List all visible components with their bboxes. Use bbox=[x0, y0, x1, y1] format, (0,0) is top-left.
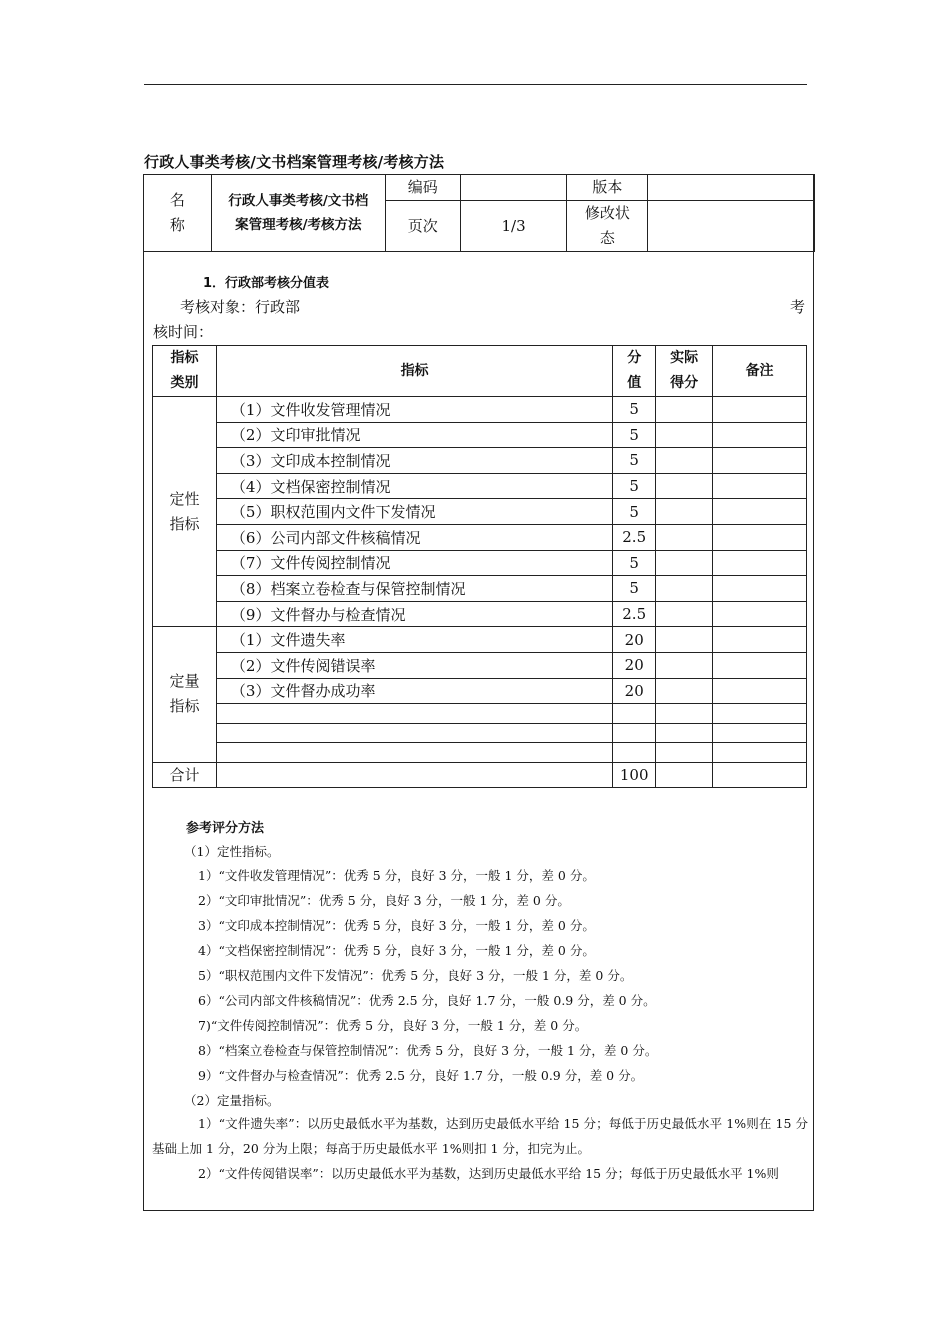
empty-cell bbox=[613, 723, 656, 743]
qual-method-item: 3）“文印成本控制情况”：优秀 5 分，良好 3 分，一般 1 分，差 0 分。 bbox=[198, 918, 595, 933]
indicator-cell: （6）公司内部文件核稿情况 bbox=[216, 524, 612, 550]
actual-score-cell bbox=[656, 652, 713, 678]
qual-method-item: 9）“文件督办与检查情况”：优秀 2.5 分，良好 1.7 分，一般 0.9 分，差 0 分。 bbox=[198, 1068, 644, 1083]
empty-cell bbox=[216, 743, 612, 763]
total-row bbox=[153, 762, 807, 788]
header-info-table bbox=[143, 174, 815, 252]
qual-heading: （1）定性指标。 bbox=[184, 844, 280, 859]
indicator-cell: （2）文件传阅错误率 bbox=[216, 652, 612, 678]
name-value: 行政人事类考核/文书档案管理考核/考核方法 bbox=[228, 193, 369, 233]
empty-cell bbox=[656, 743, 713, 763]
actual-score-cell bbox=[656, 627, 713, 653]
qual-method-item: 2）“文印审批情况”：优秀 5 分，良好 3 分，一般 1 分，差 0 分。 bbox=[198, 893, 570, 908]
actual-score-cell bbox=[656, 601, 713, 627]
qual-method-item: 4）“文档保密控制情况”：优秀 5 分，良好 3 分，一般 1 分，差 0 分。 bbox=[198, 943, 595, 958]
actual-score-cell bbox=[656, 678, 713, 704]
remark-cell bbox=[713, 576, 807, 602]
col-header-category: 指标类别 bbox=[153, 346, 217, 397]
remark-cell bbox=[713, 601, 807, 627]
empty-cell bbox=[713, 704, 807, 724]
table-row bbox=[153, 601, 807, 627]
total-actual bbox=[656, 762, 713, 788]
version-label: 版本 bbox=[567, 175, 648, 201]
qual-method-item: 7)“文件传阅控制情况”：优秀 5 分，良好 3 分，一般 1 分，差 0 分。 bbox=[198, 1018, 588, 1033]
col-header-score: 分值 bbox=[613, 346, 656, 397]
actual-score-cell bbox=[656, 397, 713, 423]
remark-cell bbox=[713, 627, 807, 653]
actual-score-cell bbox=[656, 422, 713, 448]
empty-cell bbox=[216, 704, 612, 724]
total-score: 100 bbox=[613, 762, 656, 788]
table-row bbox=[153, 678, 807, 704]
name-label: 名 称 bbox=[169, 191, 185, 234]
remark-cell bbox=[713, 652, 807, 678]
method-title: 参考评分方法 bbox=[186, 821, 265, 836]
total-label: 合计 bbox=[153, 762, 217, 788]
indicator-cell: （5）职权范围内文件下发情况 bbox=[216, 499, 612, 525]
indicator-cell: （7）文件传阅控制情况 bbox=[216, 550, 612, 576]
actual-score-cell bbox=[656, 524, 713, 550]
revision-label-cell bbox=[567, 201, 648, 252]
table-row bbox=[153, 524, 807, 550]
table-row bbox=[153, 422, 807, 448]
actual-score-cell bbox=[656, 576, 713, 602]
actual-score-cell bbox=[656, 473, 713, 499]
remark-cell bbox=[713, 678, 807, 704]
total-remark bbox=[713, 762, 807, 788]
table-row bbox=[153, 627, 807, 653]
score-cell: 20 bbox=[613, 627, 656, 653]
quant-item-1: 1）“文件遗失率”：以历史最低水平为基数，达到历史最低水平给 15 分；每低于历史最低水平 1%则在 15 分基础上加 1 分，20 分为上限；每高于历史最低水平 1%则扣 1 分，扣完为止。 bbox=[152, 1116, 808, 1156]
actual-score-cell bbox=[656, 550, 713, 576]
empty-cell bbox=[713, 723, 807, 743]
version-value bbox=[648, 175, 815, 201]
code-value bbox=[460, 175, 567, 201]
name-label-cell bbox=[144, 175, 212, 252]
indicator-cell: （3）文印成本控制情况 bbox=[216, 448, 612, 474]
total-indicator bbox=[216, 762, 612, 788]
indicator-cell: （2）文印审批情况 bbox=[216, 422, 612, 448]
indicator-cell: （1）文件收发管理情况 bbox=[216, 397, 612, 423]
empty-cell bbox=[713, 743, 807, 763]
indicator-cell: （1）文件遗失率 bbox=[216, 627, 612, 653]
empty-cell bbox=[613, 704, 656, 724]
remark-cell bbox=[713, 397, 807, 423]
category-cell bbox=[153, 627, 217, 762]
empty-row bbox=[153, 723, 807, 743]
revision-value bbox=[648, 201, 815, 252]
qual-method-item: 8）“档案立卷检查与保管控制情况”：优秀 5 分，良好 3 分，一般 1 分，差 0 分。 bbox=[198, 1043, 658, 1058]
assessment-target: 考核对象：行政部 bbox=[180, 298, 301, 316]
table-row bbox=[153, 448, 807, 474]
remark-cell bbox=[713, 448, 807, 474]
score-cell: 5 bbox=[613, 422, 656, 448]
page-label: 页次 bbox=[385, 201, 460, 252]
name-value-cell bbox=[211, 175, 385, 252]
table-row bbox=[153, 473, 807, 499]
table-row bbox=[153, 397, 807, 423]
remark-cell bbox=[713, 524, 807, 550]
indicator-cell: （3）文件督办成功率 bbox=[216, 678, 612, 704]
revision-label: 修改状态 bbox=[584, 204, 630, 247]
score-cell: 5 bbox=[613, 448, 656, 474]
score-cell: 20 bbox=[613, 652, 656, 678]
col-header-remark: 备注 bbox=[713, 346, 807, 397]
indicator-cell: （8）档案立卷检查与保管控制情况 bbox=[216, 576, 612, 602]
document-title: 行政人事类考核/文书档案管理考核/考核方法 bbox=[144, 153, 445, 171]
score-cell: 5 bbox=[613, 397, 656, 423]
score-cell: 2.5 bbox=[613, 524, 656, 550]
empty-cell bbox=[216, 723, 612, 743]
quant-heading: （2）定量指标。 bbox=[184, 1093, 280, 1108]
actual-score-cell bbox=[656, 499, 713, 525]
score-cell: 20 bbox=[613, 678, 656, 704]
empty-cell bbox=[656, 704, 713, 724]
empty-row bbox=[153, 743, 807, 763]
table-row bbox=[153, 652, 807, 678]
score-cell: 5 bbox=[613, 576, 656, 602]
empty-cell bbox=[613, 743, 656, 763]
qual-method-item: 6）“公司内部文件核稿情况”：优秀 2.5 分，良好 1.7 分，一般 0.9 分，差 0 分。 bbox=[198, 993, 656, 1008]
score-table bbox=[152, 345, 807, 788]
score-cell: 5 bbox=[613, 550, 656, 576]
quant-item-2: 2）“文件传阅错误率”：以历史最低水平为基数，达到历史最低水平给 15 分；每低于历史最低水平 1%则 bbox=[198, 1166, 779, 1181]
qual-method-item: 5）“职权范围内文件下发情况”：优秀 5 分，良好 3 分，一般 1 分，差 0 分。 bbox=[198, 968, 633, 983]
page-value: 1/3 bbox=[460, 201, 567, 252]
header-rule bbox=[144, 84, 807, 85]
table-row bbox=[153, 550, 807, 576]
indicator-cell: （9）文件督办与检查情况 bbox=[216, 601, 612, 627]
score-cell: 5 bbox=[613, 499, 656, 525]
remark-cell bbox=[713, 550, 807, 576]
category-label: 定量指标 bbox=[169, 672, 200, 716]
col-header-actual: 实际得分 bbox=[656, 346, 713, 397]
category-label: 定性指标 bbox=[169, 489, 200, 533]
empty-cell bbox=[656, 723, 713, 743]
actual-score-cell bbox=[656, 448, 713, 474]
remark-cell bbox=[713, 422, 807, 448]
qual-method-item: 1）“文件收发管理情况”：优秀 5 分，良好 3 分，一般 1 分，差 0 分。 bbox=[198, 868, 595, 883]
table-row bbox=[153, 499, 807, 525]
indicator-cell: （4）文档保密控制情况 bbox=[216, 473, 612, 499]
empty-row bbox=[153, 704, 807, 724]
remark-cell bbox=[713, 499, 807, 525]
score-cell: 2.5 bbox=[613, 601, 656, 627]
col-header-indicator: 指标 bbox=[216, 346, 612, 397]
score-cell: 5 bbox=[613, 473, 656, 499]
section-title: 1．行政部考核分值表 bbox=[203, 276, 330, 291]
table-row bbox=[153, 576, 807, 602]
category-cell bbox=[153, 397, 217, 627]
assessment-time-label: 核时间： bbox=[153, 323, 214, 341]
code-label: 编码 bbox=[385, 175, 460, 201]
assessment-time-label-start: 考 bbox=[790, 298, 806, 316]
remark-cell bbox=[713, 473, 807, 499]
